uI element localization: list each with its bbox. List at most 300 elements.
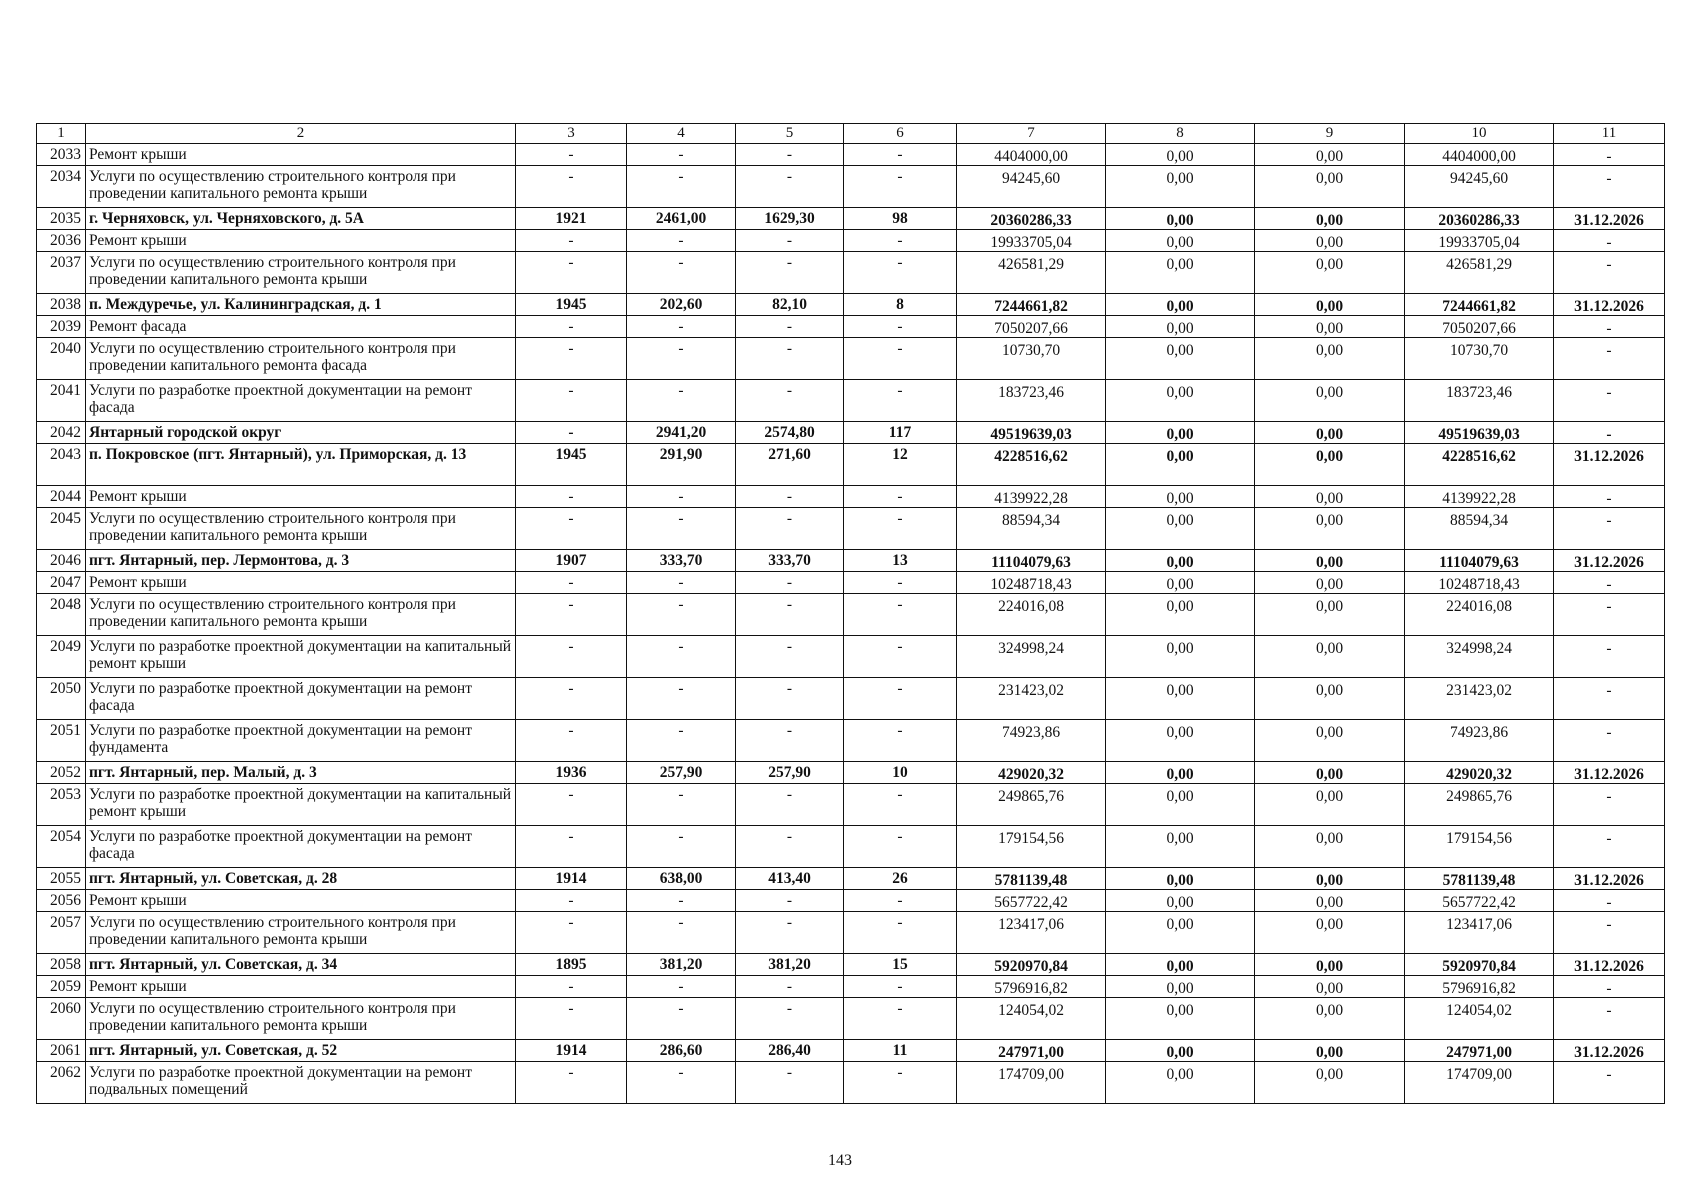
value-cell: - (516, 380, 627, 422)
value-cell: 0,00 (1255, 230, 1405, 252)
value-cell: - (1554, 636, 1665, 678)
value-cell: 15 (844, 954, 957, 976)
row-number-cell: 2052 (37, 762, 86, 784)
value-cell: 5920970,84 (1405, 954, 1554, 976)
value-cell: - (844, 338, 957, 380)
value-cell: - (844, 252, 957, 294)
value-cell: 257,90 (736, 762, 844, 784)
value-cell: - (736, 998, 844, 1040)
value-cell: - (516, 166, 627, 208)
value-cell: - (627, 380, 736, 422)
value-cell: - (516, 826, 627, 868)
value-cell: 10 (844, 762, 957, 784)
value-cell: 0,00 (1255, 208, 1405, 230)
value-cell: - (627, 678, 736, 720)
value-cell: 0,00 (1106, 594, 1255, 636)
value-cell: 174709,00 (957, 1062, 1106, 1104)
value-cell: 638,00 (627, 868, 736, 890)
value-cell: - (844, 826, 957, 868)
table-header-cell: 2 (86, 124, 516, 144)
value-cell: 11104079,63 (1405, 550, 1554, 572)
value-cell: 0,00 (1106, 338, 1255, 380)
row-number-cell: 2059 (37, 976, 86, 998)
work-description-cell: пгт. Янтарный, ул. Советская, д. 52 (86, 1040, 516, 1062)
value-cell: 0,00 (1106, 294, 1255, 316)
value-cell: - (516, 890, 627, 912)
value-cell: 0,00 (1106, 976, 1255, 998)
value-cell: - (516, 316, 627, 338)
value-cell: 0,00 (1255, 486, 1405, 508)
value-cell: - (736, 486, 844, 508)
value-cell: - (736, 784, 844, 826)
value-cell: - (1554, 508, 1665, 550)
value-cell: 0,00 (1106, 208, 1255, 230)
value-cell: 0,00 (1106, 422, 1255, 444)
value-cell: - (736, 316, 844, 338)
page-number: 143 (828, 1152, 852, 1169)
row-number-cell: 2051 (37, 720, 86, 762)
value-cell: - (627, 976, 736, 998)
value-cell: 0,00 (1106, 1062, 1255, 1104)
value-cell: 0,00 (1106, 868, 1255, 890)
value-cell: 1945 (516, 444, 627, 486)
value-cell: - (736, 678, 844, 720)
value-cell: - (844, 508, 957, 550)
work-description-cell: Услуги по разработке проектной документации на капитальный ремонт крыши (86, 636, 516, 678)
work-description-cell: Услуги по разработке проектной документации на ремонт подвальных помещений (86, 1062, 516, 1104)
row-number-cell: 2056 (37, 890, 86, 912)
repair-program-table (36, 123, 1665, 1104)
table-row (37, 678, 1665, 720)
row-number-cell: 2047 (37, 572, 86, 594)
value-cell: - (627, 166, 736, 208)
value-cell: - (1554, 784, 1665, 826)
value-cell: - (736, 252, 844, 294)
row-number-cell: 2046 (37, 550, 86, 572)
value-cell: 271,60 (736, 444, 844, 486)
table-header-cell: 8 (1106, 124, 1255, 144)
value-cell: 0,00 (1106, 230, 1255, 252)
row-number-cell: 2037 (37, 252, 86, 294)
value-cell: 0,00 (1255, 678, 1405, 720)
value-cell: - (627, 1062, 736, 1104)
value-cell: 94245,60 (1405, 166, 1554, 208)
value-cell: - (627, 636, 736, 678)
value-cell: 5781139,48 (957, 868, 1106, 890)
value-cell: 2461,00 (627, 208, 736, 230)
value-cell: 231423,02 (957, 678, 1106, 720)
value-cell: 0,00 (1255, 954, 1405, 976)
value-cell: 5796916,82 (957, 976, 1106, 998)
value-cell: - (736, 912, 844, 954)
value-cell: 0,00 (1255, 550, 1405, 572)
value-cell: 413,40 (736, 868, 844, 890)
value-cell: 291,90 (627, 444, 736, 486)
value-cell: - (736, 230, 844, 252)
value-cell: - (844, 720, 957, 762)
value-cell: - (844, 784, 957, 826)
row-number-cell: 2042 (37, 422, 86, 444)
value-cell: 202,60 (627, 294, 736, 316)
value-cell: 0,00 (1106, 550, 1255, 572)
value-cell: 2574,80 (736, 422, 844, 444)
table-header-cell: 1 (37, 124, 86, 144)
work-description-cell: г. Черняховск, ул. Черняховского, д. 5А (86, 208, 516, 230)
value-cell: - (736, 636, 844, 678)
value-cell: - (736, 976, 844, 998)
value-cell: 1895 (516, 954, 627, 976)
value-cell: - (516, 572, 627, 594)
value-cell: - (844, 166, 957, 208)
value-cell: - (844, 912, 957, 954)
work-description-cell: Услуги по осуществлению строительного контроля при проведении капитального ремонта крыши (86, 508, 516, 550)
table-row (37, 868, 1665, 890)
value-cell: 10248718,43 (1405, 572, 1554, 594)
value-cell: 26 (844, 868, 957, 890)
value-cell: - (1554, 594, 1665, 636)
value-cell: - (1554, 166, 1665, 208)
value-cell: 0,00 (1255, 508, 1405, 550)
table-row (37, 294, 1665, 316)
value-cell: - (516, 912, 627, 954)
value-cell: - (516, 976, 627, 998)
row-number-cell: 2038 (37, 294, 86, 316)
value-cell: - (736, 1062, 844, 1104)
value-cell: - (627, 338, 736, 380)
value-cell: 0,00 (1106, 890, 1255, 912)
value-cell: 0,00 (1106, 486, 1255, 508)
value-cell: - (1554, 144, 1665, 166)
value-cell: - (627, 720, 736, 762)
value-cell: - (1554, 316, 1665, 338)
value-cell: 74923,86 (1405, 720, 1554, 762)
value-cell: 0,00 (1106, 636, 1255, 678)
row-number-cell: 2061 (37, 1040, 86, 1062)
value-cell: 249865,76 (957, 784, 1106, 826)
value-cell: 0,00 (1255, 1062, 1405, 1104)
row-number-cell: 2048 (37, 594, 86, 636)
value-cell: 0,00 (1255, 166, 1405, 208)
value-cell: 286,40 (736, 1040, 844, 1062)
work-description-cell: Услуги по разработке проектной документации на ремонт фасада (86, 380, 516, 422)
work-description-cell: Ремонт крыши (86, 890, 516, 912)
value-cell: 179154,56 (1405, 826, 1554, 868)
table-row (37, 550, 1665, 572)
table-row (37, 954, 1665, 976)
value-cell: - (844, 380, 957, 422)
value-cell: 7244661,82 (957, 294, 1106, 316)
value-cell: 7050207,66 (1405, 316, 1554, 338)
value-cell: 0,00 (1255, 826, 1405, 868)
value-cell: 8 (844, 294, 957, 316)
value-cell: 0,00 (1106, 762, 1255, 784)
value-cell: 123417,06 (957, 912, 1106, 954)
value-cell: 0,00 (1255, 998, 1405, 1040)
work-description-cell: п. Междуречье, ул. Калининградская, д. 1 (86, 294, 516, 316)
value-cell: 0,00 (1255, 1040, 1405, 1062)
value-cell: 231423,02 (1405, 678, 1554, 720)
row-number-cell: 2060 (37, 998, 86, 1040)
value-cell: 324998,24 (957, 636, 1106, 678)
row-number-cell: 2040 (37, 338, 86, 380)
value-cell: 20360286,33 (1405, 208, 1554, 230)
value-cell: 0,00 (1106, 444, 1255, 486)
value-cell: - (516, 422, 627, 444)
row-number-cell: 2044 (37, 486, 86, 508)
value-cell: - (736, 572, 844, 594)
value-cell: 381,20 (736, 954, 844, 976)
work-description-cell: Услуги по разработке проектной документации на ремонт фасада (86, 678, 516, 720)
value-cell: - (516, 230, 627, 252)
value-cell: - (1554, 230, 1665, 252)
value-cell: - (844, 890, 957, 912)
table-header-cell: 3 (516, 124, 627, 144)
value-cell: 5657722,42 (957, 890, 1106, 912)
value-cell: - (627, 998, 736, 1040)
value-cell: 31.12.2026 (1554, 868, 1665, 890)
table-row (37, 636, 1665, 678)
value-cell: - (1554, 998, 1665, 1040)
table-header-cell: 11 (1554, 124, 1665, 144)
work-description-cell: п. Покровское (пгт. Янтарный), ул. Приморская, д. 13 (86, 444, 516, 486)
value-cell: 0,00 (1255, 636, 1405, 678)
row-number-cell: 2045 (37, 508, 86, 550)
value-cell: 333,70 (627, 550, 736, 572)
value-cell: - (1554, 486, 1665, 508)
value-cell: 247971,00 (957, 1040, 1106, 1062)
value-cell: 123417,06 (1405, 912, 1554, 954)
row-number-cell: 2055 (37, 868, 86, 890)
row-number-cell: 2054 (37, 826, 86, 868)
value-cell: - (844, 594, 957, 636)
value-cell: - (516, 252, 627, 294)
value-cell: - (516, 636, 627, 678)
value-cell: 31.12.2026 (1554, 1040, 1665, 1062)
value-cell: 1914 (516, 868, 627, 890)
value-cell: - (1554, 380, 1665, 422)
value-cell: 4404000,00 (1405, 144, 1554, 166)
value-cell: - (627, 890, 736, 912)
value-cell: - (516, 678, 627, 720)
value-cell: 247971,00 (1405, 1040, 1554, 1062)
table-row (37, 720, 1665, 762)
value-cell: 0,00 (1106, 954, 1255, 976)
work-description-cell: Ремонт крыши (86, 144, 516, 166)
value-cell: 94245,60 (957, 166, 1106, 208)
value-cell: - (1554, 890, 1665, 912)
table-header-cell: 10 (1405, 124, 1554, 144)
value-cell: - (627, 572, 736, 594)
value-cell: - (1554, 826, 1665, 868)
table-row (37, 380, 1665, 422)
table-row (37, 594, 1665, 636)
value-cell: 4228516,62 (957, 444, 1106, 486)
value-cell: - (516, 594, 627, 636)
value-cell: - (627, 316, 736, 338)
table-row (37, 998, 1665, 1040)
value-cell: 286,60 (627, 1040, 736, 1062)
table-row (37, 166, 1665, 208)
row-number-cell: 2058 (37, 954, 86, 976)
value-cell: 5920970,84 (957, 954, 1106, 976)
table-header-cell: 4 (627, 124, 736, 144)
value-cell: 11104079,63 (957, 550, 1106, 572)
value-cell: 31.12.2026 (1554, 550, 1665, 572)
work-description-cell: Услуги по осуществлению строительного контроля при проведении капитального ремонта крыши (86, 166, 516, 208)
work-description-cell: Ремонт крыши (86, 230, 516, 252)
value-cell: 4139922,28 (957, 486, 1106, 508)
value-cell: 7244661,82 (1405, 294, 1554, 316)
value-cell: - (736, 720, 844, 762)
value-cell: 0,00 (1255, 380, 1405, 422)
value-cell: - (844, 316, 957, 338)
value-cell: 179154,56 (957, 826, 1106, 868)
work-description-cell: пгт. Янтарный, пер. Лермонтова, д. 3 (86, 550, 516, 572)
value-cell: - (516, 784, 627, 826)
value-cell: 31.12.2026 (1554, 444, 1665, 486)
value-cell: 49519639,03 (957, 422, 1106, 444)
value-cell: 98 (844, 208, 957, 230)
value-cell: 12 (844, 444, 957, 486)
value-cell: - (736, 144, 844, 166)
value-cell: 0,00 (1106, 166, 1255, 208)
value-cell: 31.12.2026 (1554, 208, 1665, 230)
value-cell: 0,00 (1106, 998, 1255, 1040)
value-cell: - (844, 678, 957, 720)
value-cell: - (627, 912, 736, 954)
table-header-row (37, 124, 1665, 144)
table-row (37, 252, 1665, 294)
value-cell: 429020,32 (1405, 762, 1554, 784)
row-number-cell: 2041 (37, 380, 86, 422)
value-cell: - (627, 252, 736, 294)
value-cell: 10248718,43 (957, 572, 1106, 594)
work-description-cell: Услуги по осуществлению строительного контроля при проведении капитального ремонта фасада (86, 338, 516, 380)
value-cell: 10730,70 (957, 338, 1106, 380)
table-row (37, 572, 1665, 594)
table-header-cell: 5 (736, 124, 844, 144)
value-cell: - (736, 508, 844, 550)
value-cell: 124054,02 (957, 998, 1106, 1040)
value-cell: 224016,08 (957, 594, 1106, 636)
value-cell: 124054,02 (1405, 998, 1554, 1040)
value-cell: 82,10 (736, 294, 844, 316)
value-cell: 426581,29 (1405, 252, 1554, 294)
work-description-cell: Ремонт крыши (86, 572, 516, 594)
value-cell: 183723,46 (957, 380, 1106, 422)
value-cell: - (1554, 678, 1665, 720)
value-cell: - (1554, 912, 1665, 954)
value-cell: 0,00 (1255, 890, 1405, 912)
table-row (37, 912, 1665, 954)
table-row (37, 762, 1665, 784)
value-cell: - (627, 508, 736, 550)
value-cell: 0,00 (1255, 976, 1405, 998)
value-cell: - (844, 976, 957, 998)
value-cell: - (627, 594, 736, 636)
work-description-cell: пгт. Янтарный, ул. Советская, д. 28 (86, 868, 516, 890)
value-cell: - (736, 380, 844, 422)
value-cell: - (516, 338, 627, 380)
value-cell: 5657722,42 (1405, 890, 1554, 912)
value-cell: - (736, 338, 844, 380)
work-description-cell: Услуги по осуществлению строительного контроля при проведении капитального ремонта крыши (86, 912, 516, 954)
value-cell: 1936 (516, 762, 627, 784)
table-row (37, 144, 1665, 166)
value-cell: 224016,08 (1405, 594, 1554, 636)
value-cell: 0,00 (1106, 380, 1255, 422)
value-cell: 257,90 (627, 762, 736, 784)
value-cell: 0,00 (1106, 784, 1255, 826)
table-row (37, 444, 1665, 486)
value-cell: - (627, 826, 736, 868)
value-cell: 0,00 (1106, 144, 1255, 166)
value-cell: 7050207,66 (957, 316, 1106, 338)
value-cell: 4404000,00 (957, 144, 1106, 166)
value-cell: 0,00 (1255, 316, 1405, 338)
row-number-cell: 2057 (37, 912, 86, 954)
value-cell: 426581,29 (957, 252, 1106, 294)
value-cell: - (1554, 252, 1665, 294)
value-cell: 0,00 (1106, 316, 1255, 338)
value-cell: 0,00 (1255, 444, 1405, 486)
value-cell: - (1554, 720, 1665, 762)
table-row (37, 230, 1665, 252)
value-cell: - (736, 166, 844, 208)
work-description-cell: пгт. Янтарный, ул. Советская, д. 34 (86, 954, 516, 976)
value-cell: - (736, 826, 844, 868)
value-cell: - (1554, 422, 1665, 444)
table-row (37, 338, 1665, 380)
value-cell: - (1554, 976, 1665, 998)
value-cell: 20360286,33 (957, 208, 1106, 230)
work-description-cell: Услуги по осуществлению строительного контроля при проведении капитального ремонта крыши (86, 998, 516, 1040)
value-cell: 31.12.2026 (1554, 762, 1665, 784)
value-cell: 1914 (516, 1040, 627, 1062)
value-cell: - (516, 1062, 627, 1104)
value-cell: 0,00 (1106, 912, 1255, 954)
value-cell: 0,00 (1106, 678, 1255, 720)
value-cell: 333,70 (736, 550, 844, 572)
work-description-cell: Ремонт фасада (86, 316, 516, 338)
table-row (37, 890, 1665, 912)
value-cell: 19933705,04 (1405, 230, 1554, 252)
value-cell: - (627, 486, 736, 508)
value-cell: 1907 (516, 550, 627, 572)
table-header-cell: 6 (844, 124, 957, 144)
table-header-cell: 9 (1255, 124, 1405, 144)
row-number-cell: 2043 (37, 444, 86, 486)
value-cell: 74923,86 (957, 720, 1106, 762)
value-cell: - (844, 144, 957, 166)
value-cell: - (844, 486, 957, 508)
row-number-cell: 2062 (37, 1062, 86, 1104)
value-cell: 174709,00 (1405, 1062, 1554, 1104)
value-cell: 11 (844, 1040, 957, 1062)
table-row (37, 826, 1665, 868)
work-description-cell: пгт. Янтарный, пер. Малый, д. 3 (86, 762, 516, 784)
table-row (37, 976, 1665, 998)
value-cell: - (1554, 572, 1665, 594)
value-cell: 10730,70 (1405, 338, 1554, 380)
value-cell: 0,00 (1255, 594, 1405, 636)
value-cell: 0,00 (1106, 826, 1255, 868)
value-cell: 0,00 (1106, 1040, 1255, 1062)
value-cell: 49519639,03 (1405, 422, 1554, 444)
value-cell: 31.12.2026 (1554, 954, 1665, 976)
value-cell: 0,00 (1255, 294, 1405, 316)
value-cell: - (844, 230, 957, 252)
